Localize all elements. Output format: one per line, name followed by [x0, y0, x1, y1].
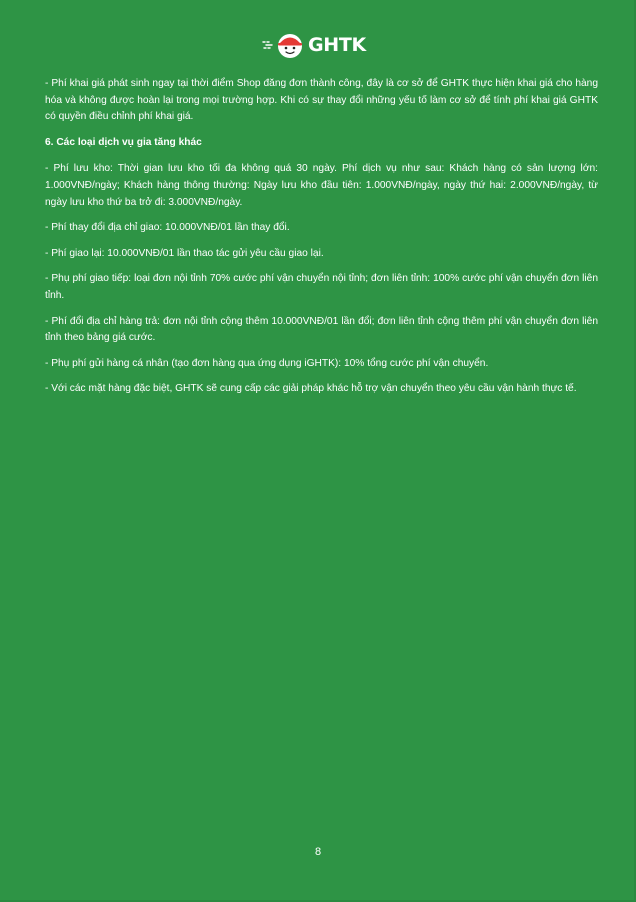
- speed-lines-icon: [260, 38, 274, 52]
- section-title: 6. Các loại dịch vụ gia tăng khác: [45, 136, 202, 148]
- document-body: [45, 76, 598, 407]
- ghtk-mascot-icon: [276, 31, 304, 59]
- list-item: - Phụ phí gửi hàng cá nhân (tạo đơn hàng qua ứng dụng iGHTK): 10% tổng cước phí vận chuyển.: [45, 357, 489, 369]
- list-item: - Phụ phí giao tiếp: loại đơn nội tỉnh 70% cước phí vận chuyển nội tỉnh; đơn liên tỉnh: 100% cước phí vận chuyển đơn liên tỉnh.: [45, 273, 598, 301]
- list-item: - Phí lưu kho: Thời gian lưu kho tối đa không quá 30 ngày. Phí dịch vụ như sau: Khách hàng có sản lượng lớn: 1.000VNĐ/ngày; Khách hàng thông thường: Ngày lưu kho đầu tiên: 1.000VNĐ/ngày, ngày thứ hai: 2.000VNĐ/ngày, từ ngày lưu kho thứ ba trở đi: 3.000VNĐ/ngày.: [45, 163, 598, 208]
- brand-name: GHTK: [308, 34, 366, 56]
- list-item: - Phí thay đổi địa chỉ giao: 10.000VNĐ/01 lần thay đổi.: [45, 222, 290, 234]
- list-item: - Phí đổi địa chỉ hàng trả: đơn nội tỉnh cộng thêm 10.000VNĐ/01 lần đổi; đơn liên tỉnh cộng thêm phí vận chuyển đơn liên tỉnh theo bảng giá cước.: [45, 315, 598, 344]
- list-item: - Với các mặt hàng đặc biệt, GHTK sẽ cung cấp các giải pháp khác hỗ trợ vận chuyển theo yêu cầu vận hành thực tế.: [45, 383, 577, 395]
- list-item: - Phí giao lại: 10.000VNĐ/01 lần thao tác gửi yêu cầu giao lại.: [45, 247, 324, 259]
- intro-paragraph: - Phí khai giá phát sinh ngay tại thời điểm Shop đăng đơn thành công, đây là cơ sở để GHTK thực hiện khai giá cho hàng hóa và không được hoàn lại trong mọi trường hợp. Khi có sự thay đổi những yếu tố làm cơ sở để tính phí khai giá GHTK có quyền điều chỉnh phí khai giá.: [45, 78, 598, 123]
- ghtk-logo: [260, 30, 366, 60]
- page-number: 8: [314, 846, 322, 858]
